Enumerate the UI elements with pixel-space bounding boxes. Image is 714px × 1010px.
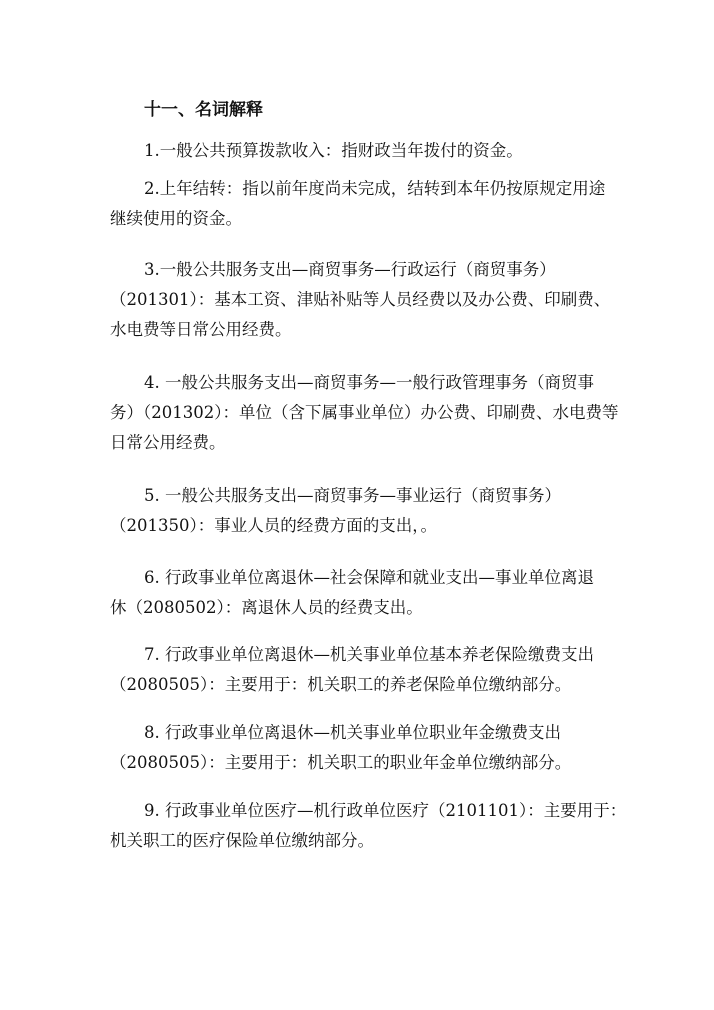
paragraph-line: （201301）：基本工资、津贴补贴等人员经费以及办公费、印刷费、 [110, 290, 611, 309]
paragraph-line: （2080505）：主要用于：机关职工的职业年金单位缴纳部分。 [110, 753, 572, 772]
paragraph-8 [110, 718, 620, 778]
paragraph-5 [110, 481, 620, 541]
paragraph-3 [110, 255, 620, 345]
paragraph-line: （2080505）：主要用于：机关职工的养老保险单位缴纳部分。 [110, 675, 572, 694]
paragraph-9 [110, 796, 627, 856]
section-title: 十一、名词解释 [144, 100, 263, 120]
paragraph-4 [110, 368, 620, 458]
paragraph-6 [110, 563, 620, 623]
paragraph-line: 7. 行政事业单位离退休—机关事业单位基本养老保险缴费支出 [144, 645, 594, 664]
paragraph-line: 9. 行政事业单位医疗—机行政单位医疗（2101101）：主要用于： [144, 801, 627, 820]
paragraph-line: 3.一般公共服务支出—商贸事务—行政运行（商贸事务） [144, 260, 556, 279]
paragraph-line: 1.一般公共预算拨款收入：指财政当年拨付的资金。 [144, 141, 523, 160]
paragraph-1 [110, 136, 620, 166]
paragraph-line: 继续使用的资金。 [110, 209, 242, 228]
paragraph-line: 4. 一般公共服务支出—商贸事务—一般行政管理事务（商贸事 [144, 373, 594, 392]
paragraph-line: 日常公用经费。 [110, 433, 226, 452]
paragraph-7 [110, 640, 620, 700]
paragraph-2 [110, 174, 620, 234]
paragraph-line: 2.上年结转：指以前年度尚未完成，结转到本年仍按原规定用途 [144, 179, 606, 198]
paragraph-line: 5. 一般公共服务支出—商贸事务—事业运行（商贸事务） [144, 486, 561, 505]
paragraph-line: 水电费等日常公用经费。 [110, 320, 292, 339]
paragraph-line: （201350）：事业人员的经费方面的支出，。 [110, 516, 437, 535]
paragraph-line: 休（2080502）：离退休人员的经费支出。 [110, 598, 423, 617]
paragraph-line: 务）（201302）：单位（含下属事业单位）办公费、印刷费、水电费等 [110, 403, 619, 422]
paragraph-line: 6. 行政事业单位离退休—社会保障和就业支出—事业单位离退 [144, 568, 594, 587]
paragraph-line: 8. 行政事业单位离退休—机关事业单位职业年金缴费支出 [144, 723, 561, 742]
paragraph-line: 机关职工的医疗保险单位缴纳部分。 [110, 831, 374, 850]
